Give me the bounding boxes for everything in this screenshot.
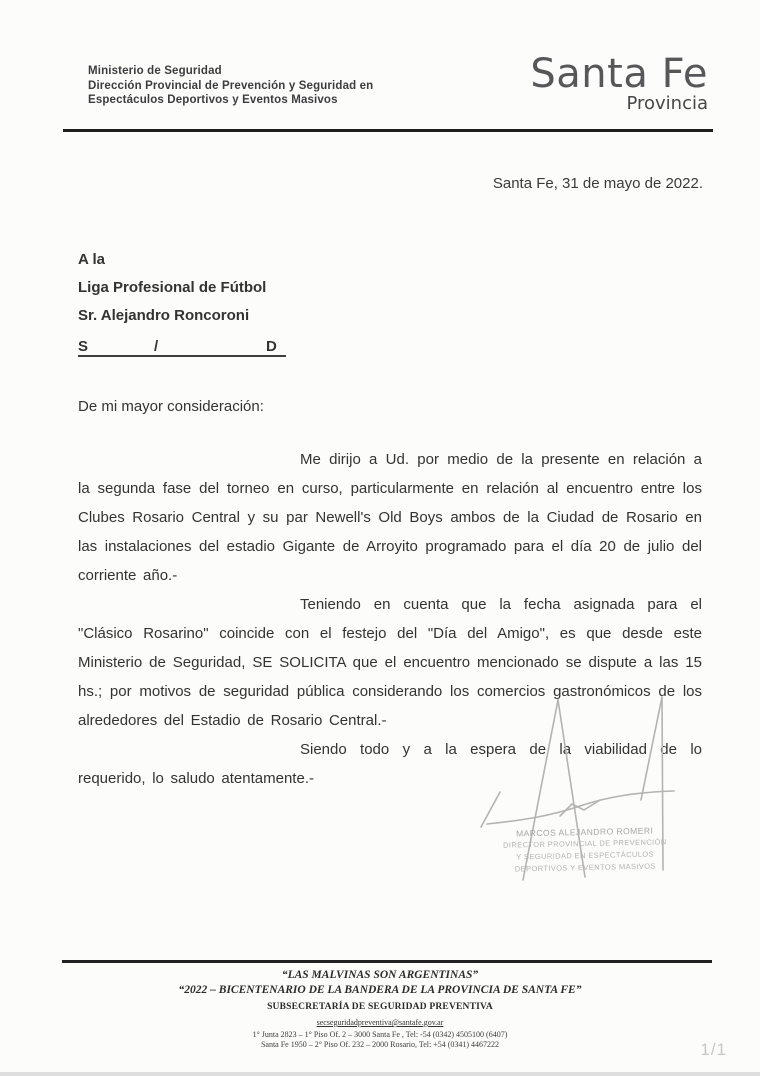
salutation: De mi mayor consideración: bbox=[78, 398, 264, 415]
recipient-block bbox=[78, 246, 286, 357]
footer-email-link[interactable]: secseguridadpreventiva@santafe.gov.ar bbox=[316, 1018, 444, 1027]
signature-area bbox=[455, 688, 715, 898]
recipient-line-1: A la bbox=[78, 251, 105, 268]
paragraph-3: Siendo todo y a la espera de la viabilidad de lo requerido, lo saludo atentamente.- bbox=[78, 741, 702, 787]
logo-subtitle: Provincia bbox=[626, 93, 708, 114]
sd-right: D bbox=[266, 338, 277, 355]
ministry-line-2: Dirección Provincial de Prevención y Seguridad en bbox=[88, 79, 374, 92]
paragraph-1: Me dirijo a Ud. por medio de la presente en relación a la segunda fase del torneo en curso, particularmente en relación al encuentro entre los Clubes Rosario Central y su par Newell's Old Boys ambos de la Ciudad de Rosario en las instalaciones del estadio Gigante de Arroyito programado para el día 20 de julio del corriente año.- bbox=[78, 451, 702, 584]
date-line: Santa Fe, 31 de mayo de 2022. bbox=[492, 175, 703, 192]
ministry-line-1: Ministerio de Seguridad bbox=[88, 65, 222, 77]
footer-motto-2: “2022 – BICENTENARIO DE LA BANDERA DE LA PROVINCIA DE SANTA FE” bbox=[178, 984, 582, 996]
stamp-title-line-2: Y SEGURIDAD EN ESPECTÁCULOS bbox=[516, 849, 655, 862]
paragraph-2: Teniendo en cuenta que la fecha asignada para el "Clásico Rosarino" coincide con el festejo del "Día del Amigo", es que desde este Ministerio de Seguridad, SE SOLICITA que el encuentro mencionado se dispute a las 15 hs.; por motivos de seguridad pública considerando los comercios gastronómicos de los alrededores del Estadio de Rosario Central.- bbox=[78, 596, 702, 729]
official-stamp bbox=[480, 824, 691, 876]
sd-separator: / bbox=[154, 338, 159, 355]
header-divider bbox=[63, 129, 713, 132]
s-slash-d-line bbox=[78, 333, 286, 357]
recipient-line-3: Sr. Alejandro Roncoroni bbox=[78, 307, 250, 324]
ministry-header bbox=[88, 64, 373, 108]
stamp-title-line-3: DEPORTIVOS Y EVENTOS MASIVOS bbox=[514, 861, 656, 874]
logo-title: Santa Fe bbox=[530, 51, 708, 97]
sd-left: S bbox=[78, 338, 89, 355]
footer-address-2: Santa Fe 1950 – 2° Piso Of. 232 – 2000 Rosario, Tel: +54 (0341) 4467222 bbox=[260, 1039, 500, 1049]
stamp-title-line-1: DIRECTOR PROVINCIAL DE PREVENCIÓN bbox=[502, 837, 667, 850]
footer-motto-1: “LAS MALVINAS SON ARGENTINAS” bbox=[281, 969, 479, 981]
footer bbox=[0, 968, 760, 1049]
footer-office-name: SUBSECRETARÍA DE SEGURIDAD PREVENTIVA bbox=[267, 1002, 493, 1012]
footer-divider bbox=[62, 960, 712, 963]
ministry-line-3: Espectáculos Deportivos y Eventos Masivos bbox=[88, 94, 338, 106]
page-counter: 1/1 bbox=[700, 1040, 727, 1059]
santa-fe-provincia-logo bbox=[530, 52, 708, 114]
viewer-bottom-edge bbox=[0, 1072, 760, 1076]
footer-address-1: 1° Junta 2823 – 1° Piso Of. 2 – 3000 Santa Fe , Tel: -54 (0342) 4505100 (6407) bbox=[252, 1030, 508, 1039]
recipient-line-2: Liga Profesional de Fútbol bbox=[78, 279, 267, 296]
stamp-name: MARCOS ALEJANDRO ROMERI bbox=[515, 825, 654, 839]
